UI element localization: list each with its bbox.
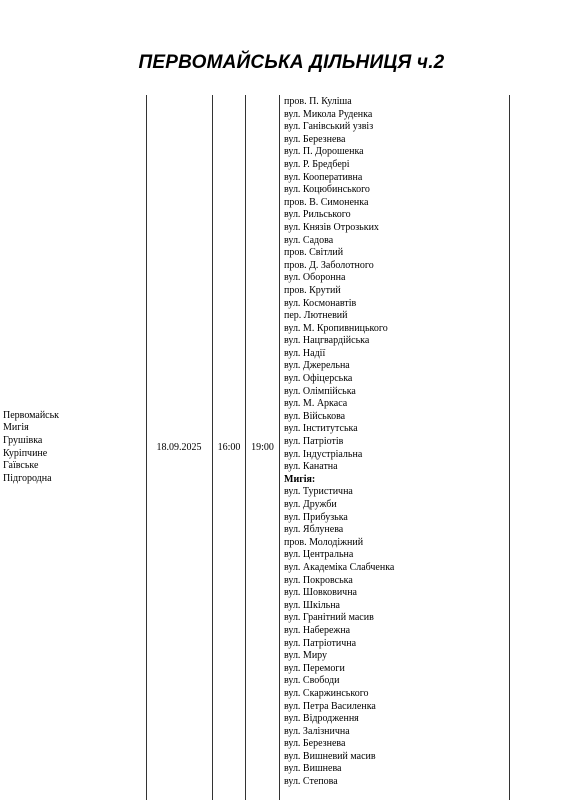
street-item: вул. Джерельна: [284, 360, 350, 372]
street-item: вул. Вишневий масив: [284, 750, 376, 762]
street-item: вул. Рильського: [284, 209, 351, 221]
street-item: вул. Вишнева: [284, 763, 342, 775]
page-title: ПЕРВОМАЙСЬКА ДІЛЬНИЦЯ ч.2: [138, 52, 445, 73]
street-item: вул. Індустріальна: [284, 448, 363, 460]
date-cell: 18.09.2025: [156, 442, 202, 453]
street-item: вул. Нацгвардійська: [284, 335, 370, 347]
street-item: пров. В. Симоненка: [284, 196, 369, 208]
schedule-table: [0, 95, 583, 800]
time-to-cell: 19:00: [251, 442, 274, 453]
street-item: вул. Олімпійська: [284, 385, 356, 397]
street-item: пер. Лютневий: [284, 310, 348, 322]
settlement-item: Куріпчине: [3, 447, 48, 459]
street-item: вул. М. Аркаса: [284, 398, 348, 410]
settlement-item: Гаївське: [3, 460, 39, 472]
street-item: вул. Петра Василенка: [284, 700, 376, 712]
street-item: вул. Прибузька: [284, 511, 348, 523]
street-item: вул. Дружби: [284, 499, 337, 510]
column-divider: [279, 95, 280, 800]
street-item: пров. П. Куліша: [284, 96, 352, 107]
street-item: вул. Академіка Слабченка: [284, 561, 395, 573]
street-item: вул. Гранітний масив: [284, 612, 374, 624]
street-item: вул. М. Кропивницького: [284, 322, 388, 334]
street-item: вул. Березнева: [284, 738, 346, 750]
street-item: вул. Набережна: [284, 624, 351, 636]
street-item: вул. Туристична: [284, 486, 353, 498]
streets-cell: [284, 96, 508, 789]
street-item: вул. Відродження: [284, 713, 359, 725]
street-item: вул. Покровська: [284, 574, 353, 586]
column-divider: [509, 95, 510, 800]
street-item: пров. Крутий: [284, 284, 341, 296]
street-item: вул. Оборонна: [284, 272, 346, 284]
street-item: вул. Шовковична: [284, 587, 357, 599]
street-item: вул. Шкільна: [284, 599, 340, 611]
street-item: вул. Садова: [284, 234, 334, 246]
time-from-cell: 16:00: [217, 442, 241, 453]
street-item: вул. Інститутська: [284, 423, 358, 435]
street-item: вул. Микола Руденка: [284, 108, 373, 120]
street-item: пров. Світлий: [284, 247, 344, 259]
street-item: вул. Канатна: [284, 461, 338, 473]
street-item: вул. Яблунева: [284, 524, 344, 536]
street-item: вул. Свободи: [284, 675, 340, 687]
street-item: вул. Кооперативна: [284, 171, 363, 183]
street-item: вул. Миру: [284, 650, 328, 662]
settlements-cell: [3, 95, 143, 800]
street-item: вул. Р. Бредбері: [284, 158, 350, 170]
street-item: вул. Степова: [284, 776, 338, 788]
street-item: вул. Залізнична: [284, 725, 350, 737]
street-item: вул. Патріотична: [284, 637, 357, 649]
street-item: пров. Д. Заболотного: [284, 259, 374, 271]
street-item: вул. Коцюбинського: [284, 184, 370, 196]
settlement-item: Підгородна: [3, 472, 52, 484]
settlement-item: Грушівка: [3, 434, 43, 446]
street-group-header: Мигія:: [284, 473, 316, 485]
street-item: вул. Перемоги: [284, 662, 345, 674]
street-item: вул. Військова: [284, 410, 346, 422]
street-item: вул. Офіцерська: [284, 373, 353, 385]
settlement-item: Первомайськ: [3, 409, 60, 421]
street-item: вул. Центральна: [284, 549, 354, 561]
street-item: вул. Надії: [284, 347, 326, 359]
street-item: вул. Березнева: [284, 133, 346, 145]
street-item: вул. П. Дорошенка: [284, 146, 364, 158]
settlement-item: Мигія: [3, 422, 29, 434]
street-item: вул. Ганівський узвіз: [284, 121, 374, 133]
street-item: вул. Патріотів: [284, 436, 344, 448]
street-item: вул. Князів Отрозьких: [284, 221, 379, 233]
street-item: вул. Космонавтів: [284, 297, 357, 309]
street-item: вул. Скаржинського: [284, 687, 369, 699]
street-item: пров. Молодіжний: [284, 536, 364, 548]
